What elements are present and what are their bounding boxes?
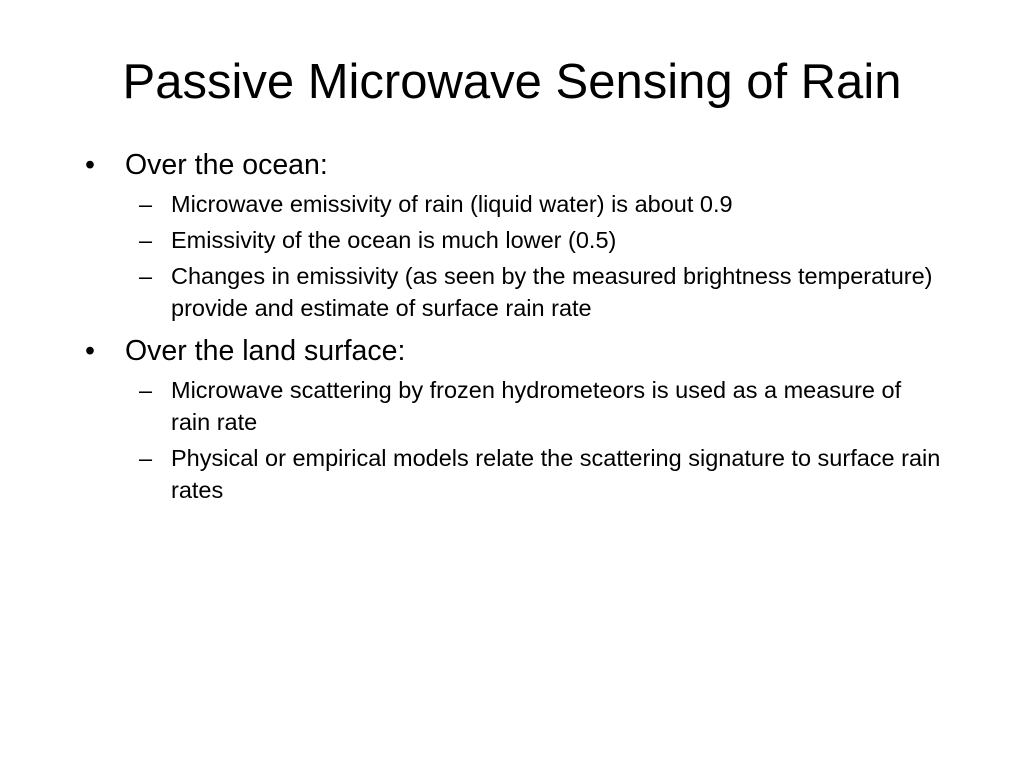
slide-body: [85, 140, 945, 514]
dash-marker: –: [139, 227, 153, 253]
dash-marker: –: [139, 263, 153, 289]
sub-bullet-text: Microwave scattering by frozen hydrometeors is used as a measure of rain rate: [171, 377, 902, 435]
sub-bullet-list-ocean: [85, 188, 945, 324]
sub-bullet-item: [85, 260, 945, 324]
sub-bullet-text: Microwave emissivity of rain (liquid water) is about 0.9: [171, 191, 733, 217]
bullet-heading: Over the ocean:: [125, 149, 328, 181]
slide-title: Passive Microwave Sensing of Rain: [122, 55, 902, 109]
sub-bullet-item: [85, 224, 945, 256]
sub-bullet-item: [85, 442, 945, 506]
bullet-over-ocean: [85, 146, 945, 184]
dash-marker: –: [139, 191, 153, 217]
bullet-marker: •: [85, 149, 95, 181]
sub-bullet-list-land: [85, 374, 945, 506]
sub-bullet-text: Changes in emissivity (as seen by the measured brightness temperature) provide and estimate of surface rain rate: [171, 263, 933, 321]
dash-marker: –: [139, 377, 153, 403]
sub-bullet-item: [85, 188, 945, 220]
dash-marker: –: [139, 445, 153, 471]
bullet-over-land: [85, 332, 945, 370]
sub-bullet-item: [85, 374, 945, 438]
bullet-marker: •: [85, 335, 95, 367]
sub-bullet-text: Emissivity of the ocean is much lower (0.5): [171, 227, 617, 253]
sub-bullet-text: Physical or empirical models relate the scattering signature to surface rain rates: [171, 445, 941, 503]
bullet-heading: Over the land surface:: [125, 335, 406, 367]
